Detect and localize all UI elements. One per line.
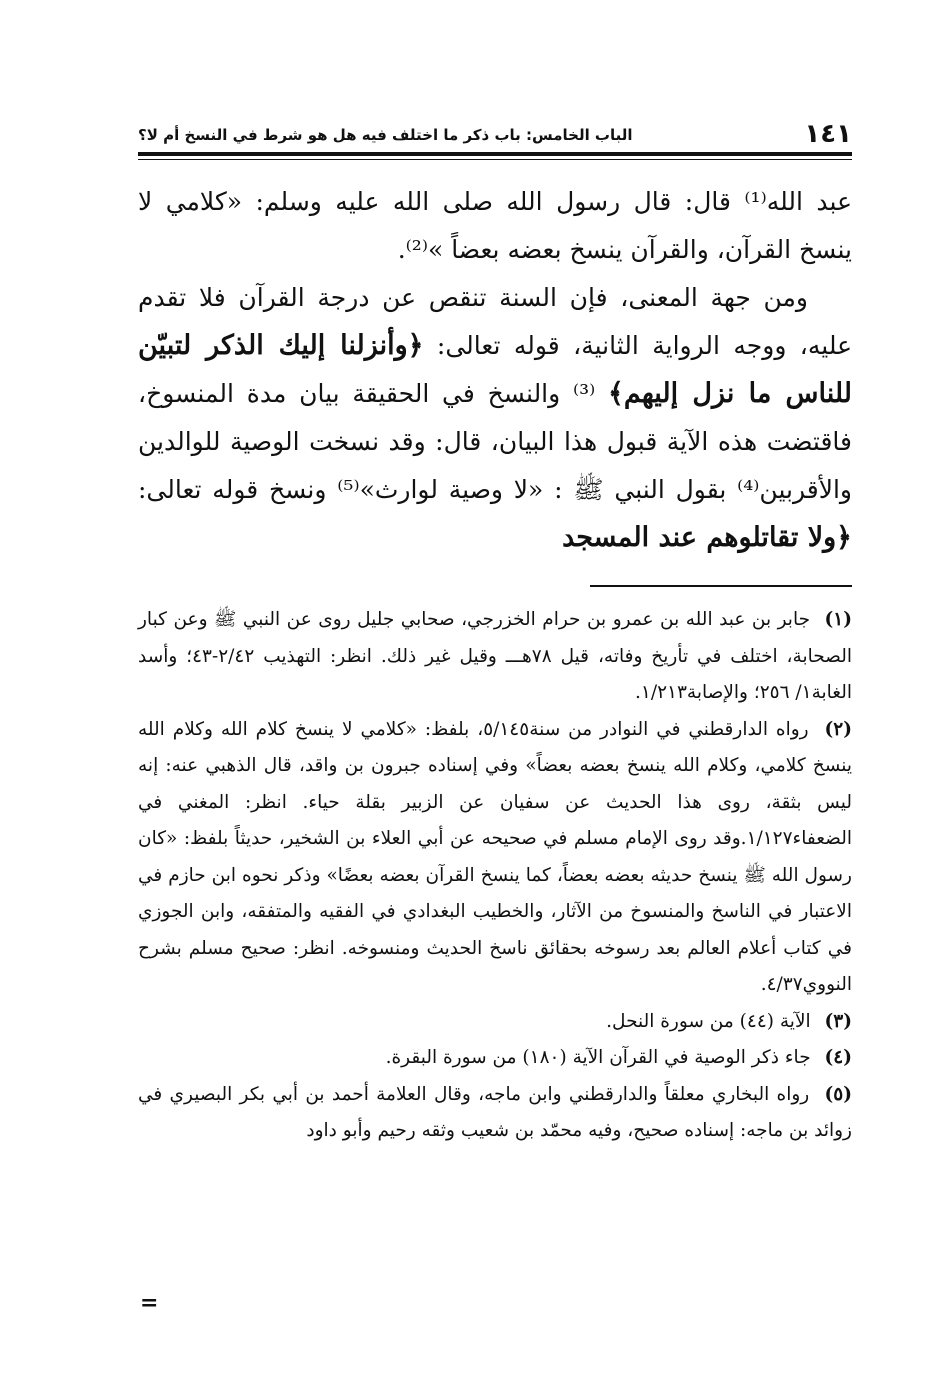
quran-verse-2: ﴿ولا تقاتلوهم عند المسجد [562, 522, 852, 553]
footnote-text: رواه البخاري معلقاً والدارقطني وابن ماجه، وقال العلامة أحمد بن أبي بكر البصيري في زوائد بن ماجه: إسناده صحيح، وفيه محمّد بن شعيب وثقه رحيم وأبو داود [138, 1083, 852, 1141]
page-number: ١٤١ [804, 119, 852, 149]
footnote-number: (٢) [824, 718, 852, 740]
quran-verse-1: ﴿وأنزلنا إليك الذكر لتبيّن للناس ما نزل إليهم﴾ [138, 330, 853, 409]
footnote-4 [138, 1040, 852, 1077]
footnotes [138, 602, 852, 1150]
page-header [138, 118, 852, 152]
body-paragraph-2 [138, 274, 852, 562]
running-title: الباب الخامس: باب ذكر ما اختلف فيه هل هو شرط في النسخ أم لا؟ [138, 126, 633, 144]
footnote-3 [138, 1004, 852, 1041]
header-rule-thick [138, 152, 852, 156]
footnote-number: (٥) [824, 1083, 852, 1105]
footnote-text: جابر بن عبد الله بن عمرو بن حرام الخزرجي، صحابي جليل روى عن النبي ﷺ وعن كبار الصحابة، اختلف في تأريخ وفاته، قيل ٧٨هـــ وقيل غير ذلك. انظر: التهذيب ٢/٤٢-٤٣؛ وأسد الغابة١/ ٢٥٦؛ والإصابة١/٢١٣. [138, 609, 852, 703]
body-paragraph-2-part-1: ومن جهة المعنى، فإن السنة تنقص عن درجة القرآن فلا تقدم عليه، ووجه الرواية الثانية، قوله تعالى: [138, 283, 853, 360]
body-paragraph-2-part-2: ⁽³⁾ والنسخ في الحقيقة بيان مدة المنسوخ، فاقتضت هذه الآية قبول هذا البيان، قال: وقد نسخت الوصية للوالدين والأقربين⁽⁴⁾ بقول النبي ﷺ : «لا وصية لوارث»⁽⁵⁾ ونسخ قوله تعالى: [138, 379, 852, 504]
footnote-text: رواه الدارقطني في النوادر من سنة٥/١٤٥، بلفظ: «كلامي لا ينسخ كلام الله وكلام الله ينسخ كلامي، وكلام الله ينسخ بعضه بعضاً» وفي إسناده جبرون بن واقد، قال الذهبي عنه: إنه ليس بثقة، روى هذا الحديث عن سفيان عن الزبير بقلة حياء. انظر: المغني في الضعفاء١/١٢٧.وقد روى الإمام مسلم في صحيحه عن أبي العلاء بن الشخير، حديثاً بلفظ: «كان رسول الله ﷺ ينسخ حديثه بعضه بعضاً، كما ينسخ القرآن بعضه بعضًا» وذكر نحوه ابن حازم في الاعتبار في الناسخ والمنسوخ من الآثار، والخطيب البغدادي في الفقيه والمتفقه، وابن الجوزي في كتاب أعلام العالم بعد رسوخه بحقائق ناسخ الحديث ومنسوخه. انظر: صحيح مسلم بشرح النووي٤/٣٧. [138, 718, 852, 995]
footnote-2 [138, 712, 852, 1004]
body-paragraph-1: عبد الله⁽¹⁾ قال: قال رسول الله صلى الله عليه وسلم: «كلامي لا ينسخ القرآن، والقرآن ينسخ بعضه بعضاً »⁽²⁾. [138, 187, 852, 264]
continuation-mark: = [140, 1290, 159, 1316]
footnote-text: جاء ذكر الوصية في القرآن الآية (١٨٠) من سورة البقرة. [385, 1047, 811, 1068]
footnote-number: (٤) [824, 1047, 852, 1068]
footnote-number: (١) [824, 609, 852, 630]
footnote-separator [590, 585, 852, 587]
footnote-1 [138, 602, 852, 712]
footnote-number: (٣) [824, 1010, 852, 1032]
main-text [138, 178, 852, 562]
footnote-text: الآية (٤٤) من سورة النحل. [606, 1010, 811, 1032]
header-rule-thin [138, 159, 852, 160]
footnote-5 [138, 1077, 852, 1150]
